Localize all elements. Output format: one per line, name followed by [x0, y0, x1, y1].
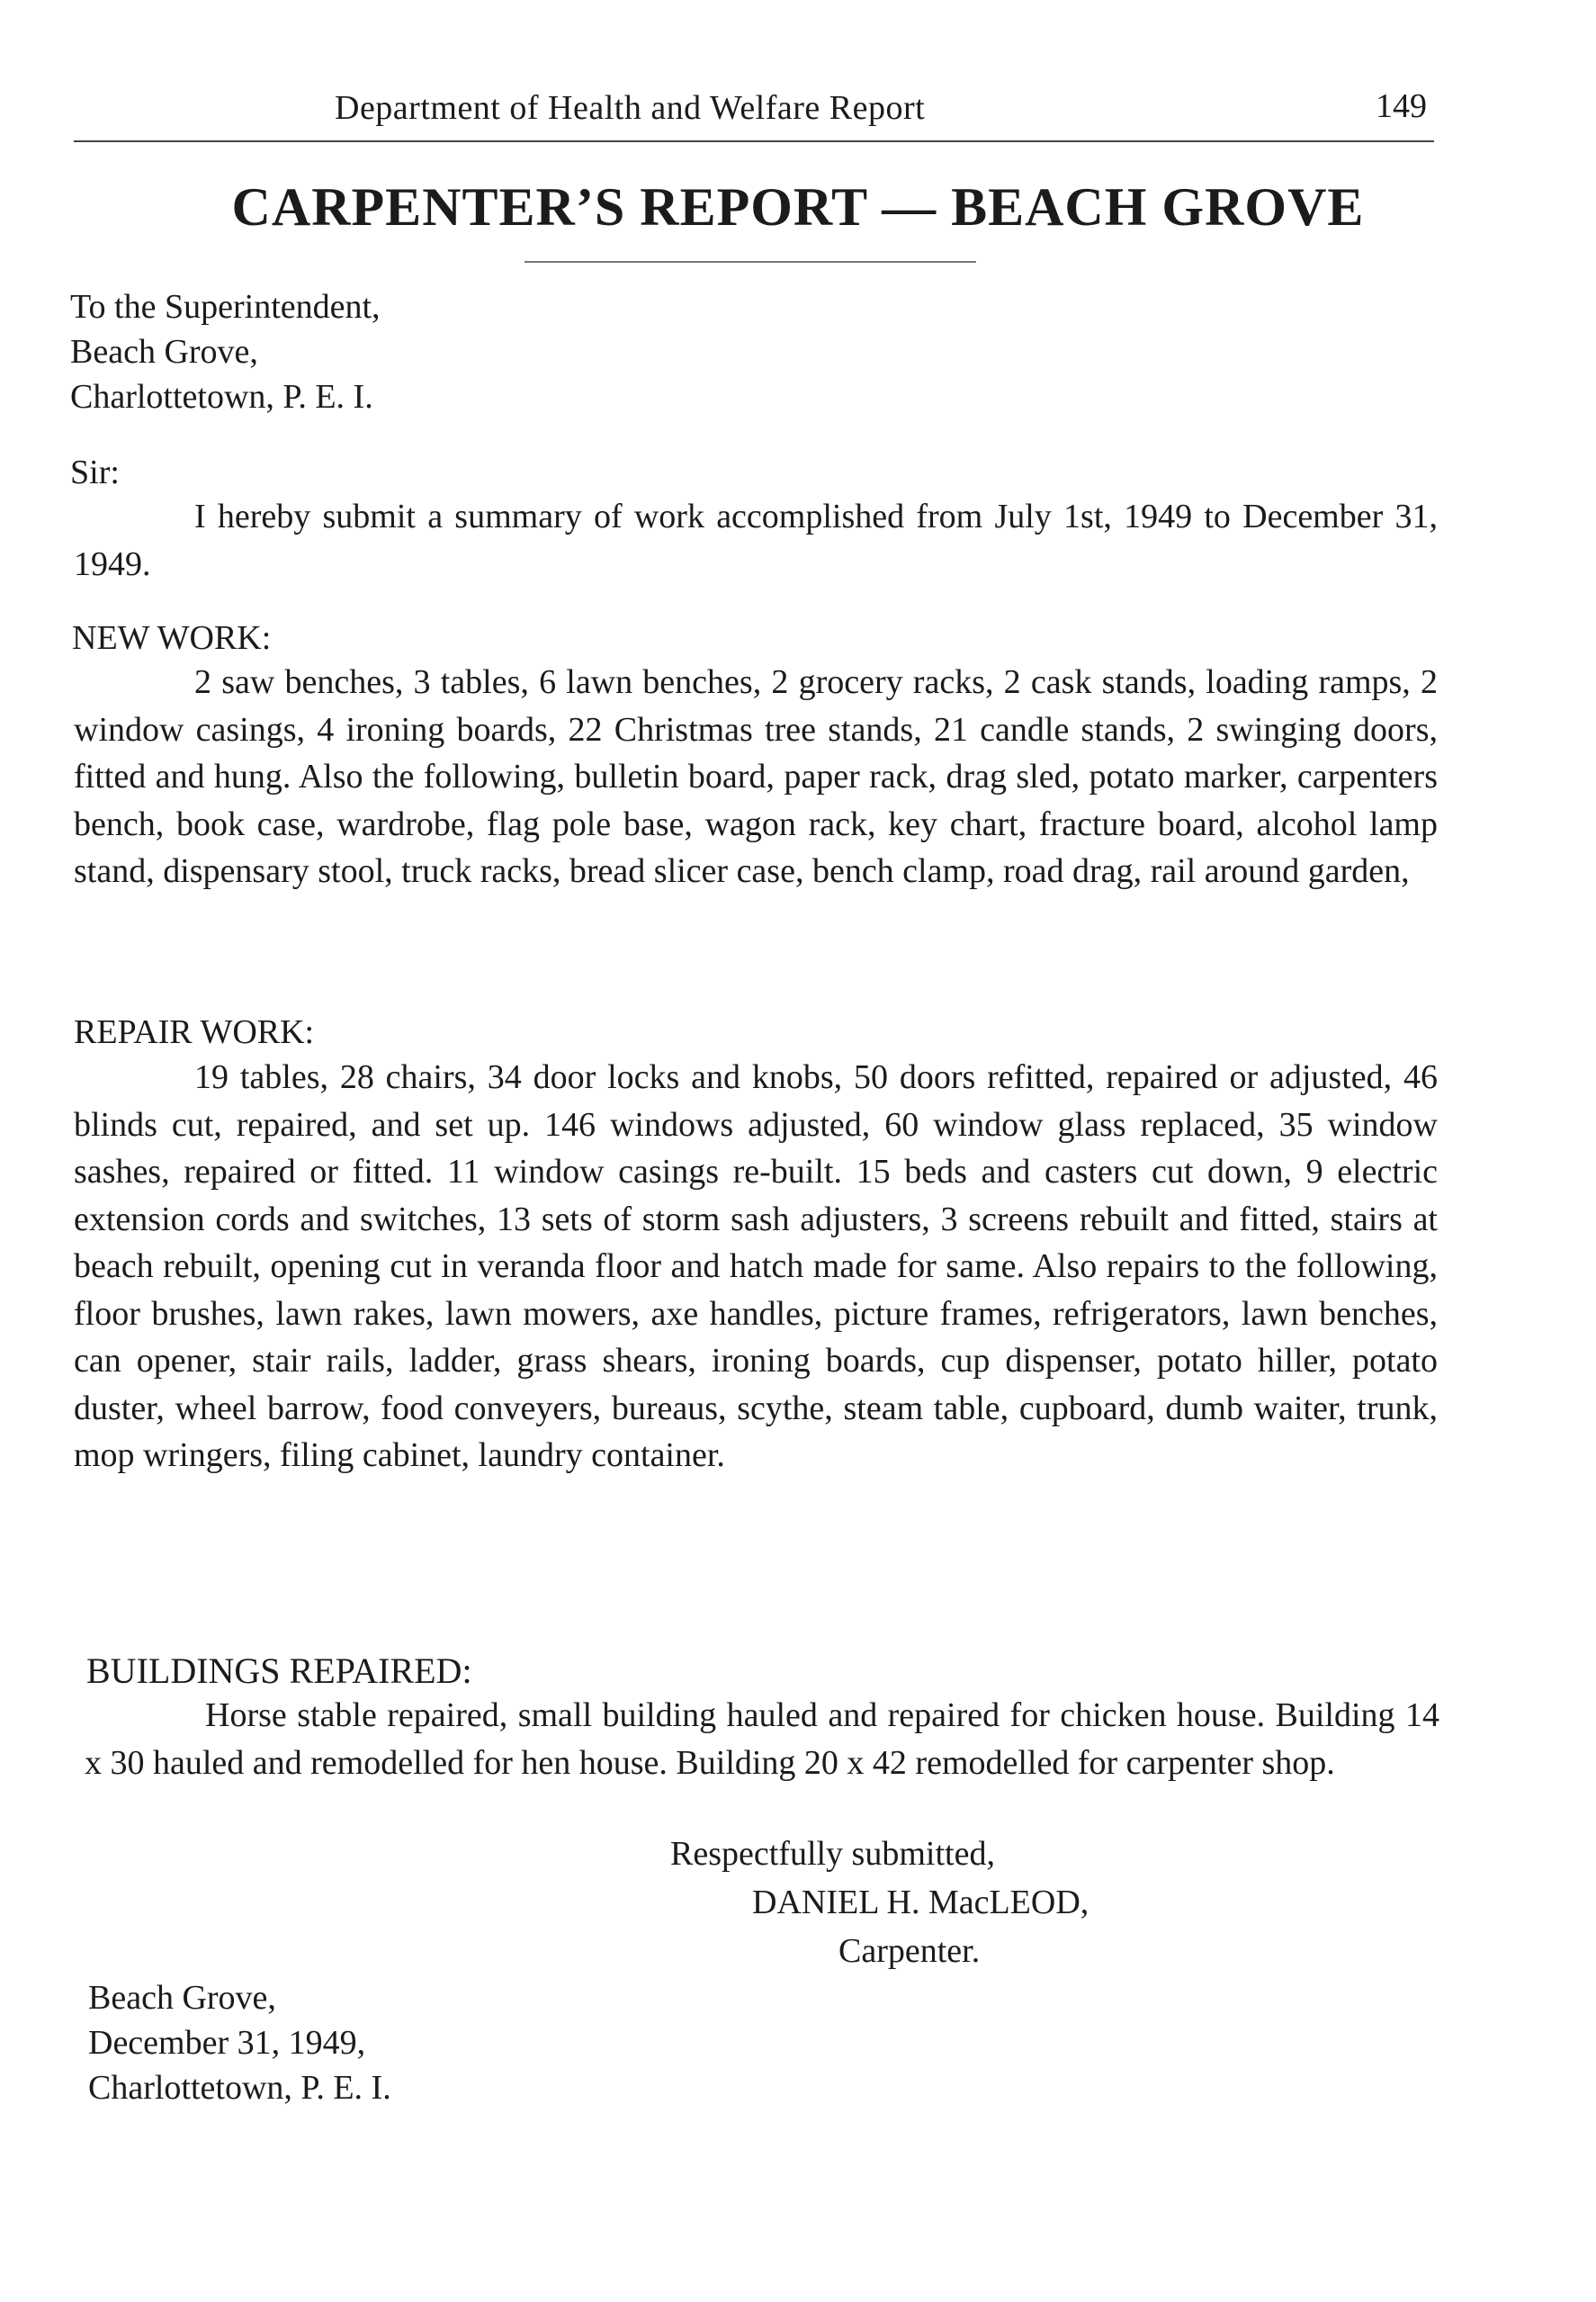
address-block [70, 284, 381, 419]
signatory-role: Carpenter. [838, 1932, 981, 1970]
new-work-paragraph: 2 saw benches, 3 tables, 6 lawn benches, 2 grocery racks, 2 cask stands, loading ramps, 2 window casings, 4 ironing boards, 22 Christmas tree stands, 21 candle stands, 2 swinging doors, fitted and hung. Also the following, bulletin board, paper rack, drag sled, potato marker, carpenters bench, book case, wardrobe, flag pole base, wagon rack, key chart, fracture board, alcohol lamp stand, dispensary stool, truck racks, bread slicer case, bench clamp, road drag, rail around garden, [74, 663, 1438, 890]
running-head-title: Department of Health and Welfare Report [335, 89, 926, 127]
running-head [74, 83, 1434, 142]
signatory-name: DANIEL H. MacLEOD, [752, 1884, 1089, 1921]
report-title: CARPENTER’S REPORT — BEACH GROVE [231, 177, 1365, 237]
repair-work-paragraph: 19 tables, 28 chairs, 34 door locks and knobs, 50 doors refitted, repaired or adjusted, 46 blinds cut, repaired, and set up. 146 windows adjusted, 60 window glass replaced, 35 window sashes, repaired or fitted. 11 window casings re-built. 15 beds and casters cut down, 9 electric extension cords and switches, 13 sets of storm sash adjusters, 3 screens rebuilt and fitted, stairs at beach rebuilt, opening cut in veranda floor and hatch made for same. Also repairs to the following, floor brushes, lawn rakes, lawn mowers, axe handles, picture frames, refrigerators, lawn benches, can opener, stair rails, ladder, grass shears, ironing boards, cup dispenser, potato hiller, potato duster, wheel barrow, food conveyers, bureaus, scythe, steam table, cupboard, dumb waiter, trunk, mop wringers, filing cabinet, laundry container. [74, 1058, 1438, 1474]
closing-line: Respectfully submitted, [670, 1835, 995, 1873]
buildings-repaired-heading: BUILDINGS REPAIRED: [86, 1650, 472, 1691]
buildings-repaired-paragraph: Horse stable repaired, small building hauled and repaired for chicken house. Building 14 x 30 hauled and remodelled for hen house. Building 20 x 42 remodelled for carpenter shop. [85, 1696, 1439, 1782]
footer-line-place: Beach Grove, [88, 1979, 276, 2017]
footer-line-city: Charlottetown, P. E. I. [88, 2069, 391, 2107]
address-line-beach-grove: Beach Grove, [70, 333, 258, 371]
repair-work-heading: REPAIR WORK: [74, 1013, 315, 1051]
new-work-heading: NEW WORK: [72, 619, 272, 657]
footer-block [88, 1975, 391, 2110]
address-line-superintendent: To the Superintendent, [70, 288, 381, 326]
footer-line-date: December 31, 1949, [88, 2024, 366, 2062]
salutation: Sir: [70, 454, 120, 491]
intro-paragraph: I hereby submit a summary of work accomplished from July 1st, 1949 to December 31, 1949. [74, 498, 1438, 583]
page-number: 149 [1376, 87, 1427, 125]
title-rule [525, 261, 976, 263]
address-line-city: Charlottetown, P. E. I. [70, 378, 373, 416]
